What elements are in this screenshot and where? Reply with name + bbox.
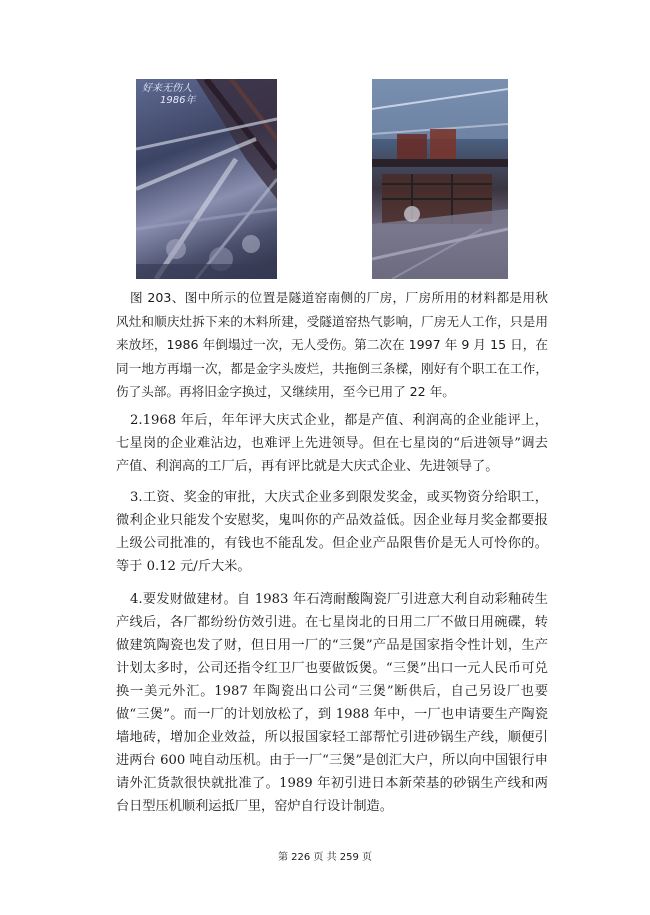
collapsed-roof-illustration-right	[372, 79, 508, 279]
collapsed-factory-photo-left	[136, 79, 277, 279]
paragraph-4: 4.要发财做建材。自 1983 年石湾耐酸陶瓷厂引进意大利自动彩釉砖生产线后，各厂都纷纷仿效引进。在七星岗北的日用二厂不做日用碗碟，转做建筑陶瓷也发了财，但日用一厂的“三煲”产品是国家指令性计划，生产计划太多时，公司还指令红卫厂也要做饭煲。“三煲”出口一元人民币可兑换一美元外汇。1987 年陶瓷出口公司“三煲”断供后，自己另设厂也要做“三煲”。而一厂的计划放松了，到 1988 年中，一厂也申请要生产陶瓷墙地砖，增加企业效益，所以报国家轻工部帮忙引进砂锅生产线，顺便引进两台 600 吨自动压机。由于一厂“三煲”是创汇大户，所以向中国银行申请外汇货款很快就批准了。1989 年初引进日本新荣基的砂锅生产线和两台日型压机顺利运抵厂里，窑炉自行设计制造。	[116, 592, 548, 814]
page-footer: 第 226 页 共 259 页	[277, 852, 373, 863]
paragraph-2: 2.1968 年后，年年评大庆式企业，都是产值、利润高的企业能评上，七星岗的企业难沾边，也难评上先进领导。但在七星岗的“后进领导”调去产值、利润高的工厂后，再有评比就是大庆式企业、先进领导了。	[116, 413, 548, 474]
collapsed-roof-illustration-left	[136, 79, 277, 279]
handwritten-line-2: 1986年	[160, 95, 196, 106]
handwritten-line-1: 好来无伤人	[142, 83, 192, 94]
handwritten-note	[142, 83, 195, 107]
collapsed-factory-photo-right	[372, 79, 508, 279]
paragraph-3: 3.工资、奖金的审批，大庆式企业多到限发奖金，或买物资分给职工，微利企业只能发个安慰奖，鬼叫你的产品效益低。因企业每月奖金都要报上级公司批准的，有钱也不能乱发。但企业产品限售价是无人可怜你的。等于 0.12 元/斤大米。	[116, 490, 548, 574]
photo-caption: 图 203、图中所示的位置是隧道窑南侧的厂房，厂房所用的材料都是用秋风灶和顺庆灶拆下来的木料所建，受隧道窑热气影响，厂房无人工作，只是用来放坯，1986 年倒塌过一次，无人受伤。第二次在 1997 年 9 月 15 日，在同一地方再塌一次，都是金字头废烂，共拖倒三条樑，刚好有个职工在工作，伤了头部。再将旧金字换过，又继续用，至今已用了 22 年。	[116, 290, 548, 400]
